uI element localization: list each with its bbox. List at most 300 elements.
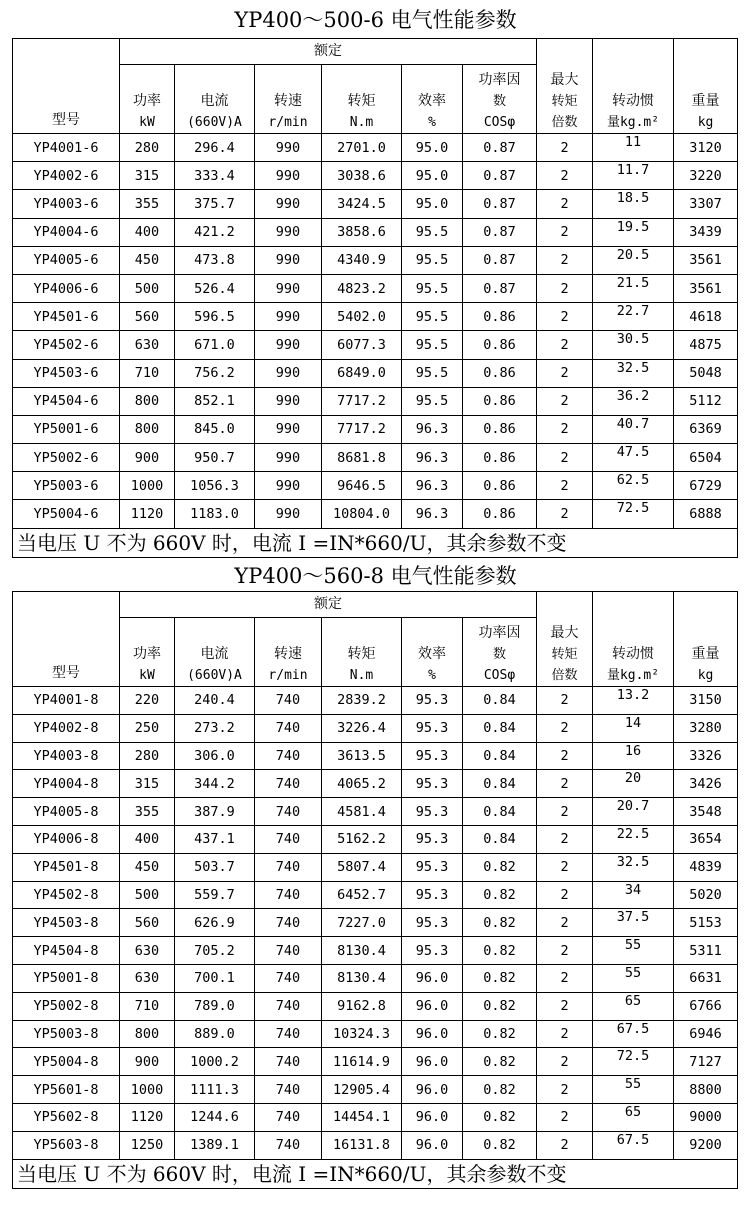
current-cell: 306.0 <box>175 742 255 770</box>
table-row <box>13 770 738 798</box>
model-cell: YP4006-6 <box>13 274 120 302</box>
power-factor-cell: 0.86 <box>463 303 537 331</box>
speed-cell: 990 <box>255 190 322 218</box>
max-torque-cell: 2 <box>537 134 593 162</box>
voltage-note: 当电压 U 不为 660V 时，电流 I =IN*660/U，其余参数不变 <box>13 1159 738 1188</box>
model-cell: YP5601-8 <box>13 1076 120 1104</box>
model-cell: YP5002-6 <box>13 444 120 472</box>
header-line: 倍数 <box>551 668 578 683</box>
speed-cell: 990 <box>255 162 322 190</box>
header-line: 最大 <box>550 72 579 88</box>
weight-cell: 5112 <box>674 387 738 415</box>
model-cell: YP4502-8 <box>13 881 120 909</box>
power-cell: 315 <box>120 770 175 798</box>
inertia-cell: 55 <box>593 964 674 992</box>
table-row <box>13 444 738 472</box>
header-line: % <box>428 115 436 130</box>
current-cell: 559.7 <box>175 881 255 909</box>
model-cell: YP5004-8 <box>13 1048 120 1076</box>
max-torque-cell: 2 <box>537 415 593 443</box>
header-line: 功率 <box>133 93 161 109</box>
torque-cell: 6077.3 <box>322 331 402 359</box>
header-line: COSφ <box>483 115 516 130</box>
inertia-cell: 65 <box>593 1103 674 1131</box>
power-cell: 400 <box>120 218 175 246</box>
power-factor-cell: 0.84 <box>463 714 537 742</box>
table-row <box>13 415 738 443</box>
speed-cell: 990 <box>255 472 322 500</box>
header-line: kg <box>697 668 714 683</box>
power-cell: 630 <box>120 937 175 965</box>
max-torque-cell: 2 <box>537 687 593 715</box>
efficiency-header <box>402 618 463 687</box>
table-row <box>13 1020 738 1048</box>
power-cell: 1120 <box>120 500 175 528</box>
inertia-cell: 47.5 <box>593 444 674 472</box>
power-factor-cell: 0.82 <box>463 992 537 1020</box>
header-line: 重量 <box>691 646 720 662</box>
speed-header <box>255 618 322 687</box>
efficiency-cell: 96.0 <box>402 964 463 992</box>
inertia-cell: 32.5 <box>593 853 674 881</box>
power-factor-cell: 0.86 <box>463 500 537 528</box>
efficiency-cell: 95.3 <box>402 853 463 881</box>
current-cell: 333.4 <box>175 162 255 190</box>
efficiency-cell: 95.5 <box>402 218 463 246</box>
efficiency-header <box>402 65 463 134</box>
table-row <box>13 1076 738 1104</box>
current-cell: 950.7 <box>175 444 255 472</box>
power-cell: 560 <box>120 303 175 331</box>
max-torque-cell: 2 <box>537 714 593 742</box>
model-cell: YP4004-8 <box>13 770 120 798</box>
efficiency-cell: 96.3 <box>402 472 463 500</box>
weight-cell: 3150 <box>674 687 738 715</box>
power-factor-cell: 0.84 <box>463 798 537 826</box>
torque-cell: 5402.0 <box>322 303 402 331</box>
max-torque-cell: 2 <box>537 500 593 528</box>
header-line: 量kg.m² <box>606 668 660 683</box>
inertia-cell: 13.2 <box>593 687 674 715</box>
power-cell: 710 <box>120 992 175 1020</box>
header-line: 转矩 <box>347 93 376 109</box>
weight-cell: 4875 <box>674 331 738 359</box>
weight-cell: 6504 <box>674 444 738 472</box>
note-row <box>13 1159 738 1188</box>
speed-cell: 990 <box>255 134 322 162</box>
table-row <box>13 162 738 190</box>
inertia-cell: 16 <box>593 742 674 770</box>
max-torque-cell: 2 <box>537 881 593 909</box>
power-factor-cell: 0.87 <box>463 134 537 162</box>
speed-cell: 990 <box>255 331 322 359</box>
inertia-cell: 37.5 <box>593 909 674 937</box>
power-factor-cell: 0.86 <box>463 444 537 472</box>
efficiency-cell: 95.5 <box>402 246 463 274</box>
model-cell: YP4006-8 <box>13 825 120 853</box>
power-cell: 1250 <box>120 1131 175 1159</box>
power-factor-cell: 0.87 <box>463 190 537 218</box>
current-cell: 705.2 <box>175 937 255 965</box>
model-cell: YP4003-8 <box>13 742 120 770</box>
current-cell: 1000.2 <box>175 1048 255 1076</box>
torque-cell: 3424.5 <box>322 190 402 218</box>
max-torque-cell: 2 <box>537 825 593 853</box>
header-row <box>13 39 738 65</box>
torque-cell: 4581.4 <box>322 798 402 826</box>
weight-cell: 6946 <box>674 1020 738 1048</box>
voltage-note: 当电压 U 不为 660V 时，电流 I =IN*660/U，其余参数不变 <box>13 528 738 557</box>
efficiency-cell: 95.3 <box>402 770 463 798</box>
efficiency-cell: 95.5 <box>402 331 463 359</box>
inertia-cell: 20.7 <box>593 798 674 826</box>
speed-cell: 740 <box>255 937 322 965</box>
table-row <box>13 798 738 826</box>
speed-cell: 740 <box>255 1020 322 1048</box>
power-cell: 450 <box>120 246 175 274</box>
table-row <box>13 1103 738 1131</box>
weight-cell: 3220 <box>674 162 738 190</box>
table-row <box>13 331 738 359</box>
header-line: 功率 <box>133 646 161 662</box>
current-cell: 526.4 <box>175 274 255 302</box>
torque-cell: 4340.9 <box>322 246 402 274</box>
torque-cell: 14454.1 <box>322 1103 402 1131</box>
current-cell: 421.2 <box>175 218 255 246</box>
inertia-cell: 32.5 <box>593 359 674 387</box>
current-cell: 1183.0 <box>175 500 255 528</box>
efficiency-cell: 95.3 <box>402 937 463 965</box>
speed-cell: 740 <box>255 853 322 881</box>
power-factor-cell: 0.82 <box>463 1131 537 1159</box>
torque-header <box>322 65 402 134</box>
speed-cell: 740 <box>255 1076 322 1104</box>
torque-cell: 4065.2 <box>322 770 402 798</box>
max-torque-cell: 2 <box>537 1131 593 1159</box>
header-line: 效率 <box>418 646 446 662</box>
power-cell: 800 <box>120 1020 175 1048</box>
max-torque-cell: 2 <box>537 190 593 218</box>
inertia-cell: 55 <box>593 1076 674 1104</box>
current-cell: 789.0 <box>175 992 255 1020</box>
power-factor-cell: 0.84 <box>463 770 537 798</box>
inertia-cell: 72.5 <box>593 500 674 528</box>
max-torque-cell: 2 <box>537 303 593 331</box>
model-cell: YP4003-6 <box>13 190 120 218</box>
speed-cell: 740 <box>255 798 322 826</box>
current-header <box>175 618 255 687</box>
torque-cell: 9646.5 <box>322 472 402 500</box>
efficiency-cell: 96.3 <box>402 415 463 443</box>
torque-cell: 3038.6 <box>322 162 402 190</box>
speed-cell: 990 <box>255 500 322 528</box>
header-line: 电流 <box>200 93 229 109</box>
torque-cell: 7227.0 <box>322 909 402 937</box>
current-cell: 845.0 <box>175 415 255 443</box>
table-row <box>13 359 738 387</box>
table-row <box>13 714 738 742</box>
header-line: 转速 <box>274 93 302 109</box>
power-cell: 355 <box>120 798 175 826</box>
model-cell: YP5603-8 <box>13 1131 120 1159</box>
power-factor-cell: 0.87 <box>463 274 537 302</box>
torque-cell: 8130.4 <box>322 964 402 992</box>
model-header: 型号 <box>13 39 120 134</box>
speed-cell: 740 <box>255 992 322 1020</box>
power-factor-header <box>463 65 537 134</box>
efficiency-cell: 96.0 <box>402 1076 463 1104</box>
torque-cell: 4823.2 <box>322 274 402 302</box>
speed-cell: 740 <box>255 909 322 937</box>
weight-cell: 4839 <box>674 853 738 881</box>
header-line: 数 <box>493 647 507 662</box>
torque-cell: 2839.2 <box>322 687 402 715</box>
current-cell: 1389.1 <box>175 1131 255 1159</box>
inertia-header <box>593 39 674 134</box>
speed-cell: 990 <box>255 274 322 302</box>
torque-cell: 12905.4 <box>322 1076 402 1104</box>
table-row <box>13 742 738 770</box>
header-line: (660V)A <box>187 668 242 683</box>
weight-cell: 5153 <box>674 909 738 937</box>
efficiency-cell: 95.0 <box>402 134 463 162</box>
max-torque-cell: 2 <box>537 909 593 937</box>
header-line: kW <box>139 115 155 130</box>
current-cell: 889.0 <box>175 1020 255 1048</box>
weight-cell: 3439 <box>674 218 738 246</box>
current-cell: 387.9 <box>175 798 255 826</box>
header-line: 转矩 <box>551 94 578 109</box>
inertia-cell: 18.5 <box>593 190 674 218</box>
table-row <box>13 303 738 331</box>
header-line: 效率 <box>418 93 446 109</box>
max-torque-cell: 2 <box>537 937 593 965</box>
max-torque-cell: 2 <box>537 853 593 881</box>
model-cell: YP4005-8 <box>13 798 120 826</box>
speed-cell: 990 <box>255 218 322 246</box>
model-cell: YP4001-8 <box>13 687 120 715</box>
efficiency-cell: 96.0 <box>402 1131 463 1159</box>
torque-cell: 2701.0 <box>322 134 402 162</box>
power-factor-cell: 0.86 <box>463 331 537 359</box>
weight-cell: 3561 <box>674 274 738 302</box>
inertia-header <box>593 592 674 687</box>
header-line: r/min <box>268 668 308 683</box>
power-cell: 1120 <box>120 1103 175 1131</box>
efficiency-cell: 95.3 <box>402 742 463 770</box>
current-cell: 473.8 <box>175 246 255 274</box>
rated-header: 额定 <box>120 39 537 65</box>
torque-cell: 3226.4 <box>322 714 402 742</box>
power-cell: 250 <box>120 714 175 742</box>
power-cell: 560 <box>120 909 175 937</box>
efficiency-cell: 96.0 <box>402 1048 463 1076</box>
model-cell: YP4502-6 <box>13 331 120 359</box>
power-factor-cell: 0.82 <box>463 1103 537 1131</box>
model-cell: YP4504-8 <box>13 937 120 965</box>
header-line: r/min <box>268 115 308 130</box>
speed-cell: 990 <box>255 444 322 472</box>
model-cell: YP4501-6 <box>13 303 120 331</box>
model-cell: YP4004-6 <box>13 218 120 246</box>
torque-cell: 6452.7 <box>322 881 402 909</box>
table-row <box>13 992 738 1020</box>
power-factor-cell: 0.82 <box>463 1020 537 1048</box>
weight-cell: 5048 <box>674 359 738 387</box>
torque-cell: 10804.0 <box>322 500 402 528</box>
current-cell: 756.2 <box>175 359 255 387</box>
header-line: (660V)A <box>187 115 242 130</box>
header-line: 转矩 <box>347 646 376 662</box>
header-line: 最大 <box>550 625 579 641</box>
power-header <box>120 65 175 134</box>
speed-cell: 990 <box>255 387 322 415</box>
inertia-cell: 30.5 <box>593 331 674 359</box>
header-line: 转动惯 <box>612 93 655 109</box>
model-cell: YP5001-8 <box>13 964 120 992</box>
speed-cell: 990 <box>255 246 322 274</box>
speed-cell: 990 <box>255 415 322 443</box>
spec-table-8-pole <box>12 591 738 1189</box>
table-row <box>13 246 738 274</box>
torque-cell: 6849.0 <box>322 359 402 387</box>
power-cell: 900 <box>120 1048 175 1076</box>
power-factor-cell: 0.84 <box>463 687 537 715</box>
model-cell: YP4501-8 <box>13 853 120 881</box>
efficiency-cell: 95.3 <box>402 881 463 909</box>
current-cell: 596.5 <box>175 303 255 331</box>
torque-cell: 7717.2 <box>322 387 402 415</box>
table-row <box>13 134 738 162</box>
inertia-cell: 20.5 <box>593 246 674 274</box>
speed-cell: 740 <box>255 714 322 742</box>
power-cell: 630 <box>120 964 175 992</box>
current-cell: 626.9 <box>175 909 255 937</box>
torque-cell: 10324.3 <box>322 1020 402 1048</box>
power-factor-cell: 0.87 <box>463 246 537 274</box>
power-factor-cell: 0.86 <box>463 415 537 443</box>
header-line: 功率因 <box>478 625 521 641</box>
header-line: 转速 <box>274 646 302 662</box>
model-cell: YP5004-6 <box>13 500 120 528</box>
model-cell: YP4002-6 <box>13 162 120 190</box>
header-line: 倍数 <box>551 115 578 130</box>
max-torque-cell: 2 <box>537 742 593 770</box>
torque-cell: 11614.9 <box>322 1048 402 1076</box>
power-cell: 800 <box>120 415 175 443</box>
torque-cell: 8130.4 <box>322 937 402 965</box>
power-cell: 1000 <box>120 472 175 500</box>
model-cell: YP5003-8 <box>13 1020 120 1048</box>
efficiency-cell: 95.5 <box>402 359 463 387</box>
inertia-cell: 40.7 <box>593 415 674 443</box>
power-cell: 220 <box>120 687 175 715</box>
weight-cell: 6631 <box>674 964 738 992</box>
current-cell: 503.7 <box>175 853 255 881</box>
max-torque-cell: 2 <box>537 472 593 500</box>
header-line: 电流 <box>200 646 229 662</box>
efficiency-cell: 96.0 <box>402 992 463 1020</box>
inertia-cell: 14 <box>593 714 674 742</box>
max-torque-cell: 2 <box>537 1048 593 1076</box>
efficiency-cell: 95.5 <box>402 303 463 331</box>
efficiency-cell: 95.3 <box>402 798 463 826</box>
power-cell: 710 <box>120 359 175 387</box>
header-line: kW <box>139 668 155 683</box>
weight-cell: 9200 <box>674 1131 738 1159</box>
current-cell: 1056.3 <box>175 472 255 500</box>
efficiency-cell: 95.5 <box>402 274 463 302</box>
torque-cell: 3613.5 <box>322 742 402 770</box>
weight-header <box>674 39 738 134</box>
power-cell: 630 <box>120 331 175 359</box>
power-factor-cell: 0.86 <box>463 472 537 500</box>
table-1-title: YP400～500-6 电气性能参数 <box>234 8 517 32</box>
power-cell: 500 <box>120 881 175 909</box>
table-row <box>13 1131 738 1159</box>
max-torque-cell: 2 <box>537 1103 593 1131</box>
power-factor-cell: 0.82 <box>463 1076 537 1104</box>
table-row <box>13 937 738 965</box>
efficiency-cell: 95.3 <box>402 825 463 853</box>
model-cell: YP4005-6 <box>13 246 120 274</box>
header-line: 转矩 <box>551 647 578 662</box>
model-cell: YP5003-6 <box>13 472 120 500</box>
power-factor-cell: 0.87 <box>463 162 537 190</box>
weight-cell: 6729 <box>674 472 738 500</box>
table-row <box>13 964 738 992</box>
max-torque-header <box>537 39 593 134</box>
note-row <box>13 528 738 557</box>
power-cell: 800 <box>120 387 175 415</box>
efficiency-cell: 95.3 <box>402 714 463 742</box>
efficiency-cell: 95.0 <box>402 162 463 190</box>
power-cell: 400 <box>120 825 175 853</box>
current-cell: 273.2 <box>175 714 255 742</box>
header-line: N.m <box>349 668 374 683</box>
power-factor-cell: 0.82 <box>463 853 537 881</box>
weight-cell: 3307 <box>674 190 738 218</box>
max-torque-cell: 2 <box>537 246 593 274</box>
max-torque-cell: 2 <box>537 798 593 826</box>
inertia-cell: 55 <box>593 937 674 965</box>
power-factor-cell: 0.84 <box>463 825 537 853</box>
torque-cell: 5162.2 <box>322 825 402 853</box>
inertia-cell: 67.5 <box>593 1020 674 1048</box>
table-row <box>13 472 738 500</box>
weight-cell: 8800 <box>674 1076 738 1104</box>
weight-cell: 3654 <box>674 825 738 853</box>
table-row <box>13 274 738 302</box>
speed-cell: 740 <box>255 825 322 853</box>
speed-cell: 740 <box>255 964 322 992</box>
table-row <box>13 881 738 909</box>
max-torque-cell: 2 <box>537 162 593 190</box>
power-factor-cell: 0.86 <box>463 387 537 415</box>
torque-cell: 16131.8 <box>322 1131 402 1159</box>
power-cell: 280 <box>120 134 175 162</box>
current-cell: 240.4 <box>175 687 255 715</box>
inertia-cell: 67.5 <box>593 1131 674 1159</box>
model-cell: YP4503-6 <box>13 359 120 387</box>
header-line: kg <box>697 115 714 130</box>
header-line: 量kg.m² <box>606 115 660 130</box>
max-torque-cell: 2 <box>537 992 593 1020</box>
current-cell: 344.2 <box>175 770 255 798</box>
torque-cell: 9162.8 <box>322 992 402 1020</box>
power-factor-cell: 0.87 <box>463 218 537 246</box>
speed-cell: 740 <box>255 1103 322 1131</box>
